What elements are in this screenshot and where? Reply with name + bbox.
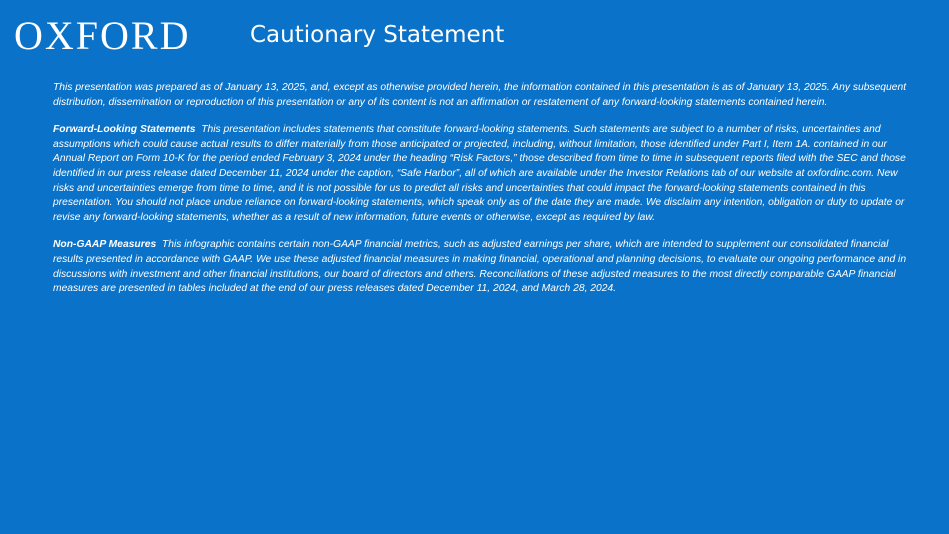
page-title: Cautionary Statement	[250, 22, 505, 48]
non-gaap-paragraph	[53, 238, 909, 296]
forward-looking-heading: Forward-Looking Statements	[53, 124, 196, 136]
oxford-logo: OXFORD	[14, 13, 191, 58]
forward-looking-paragraph	[53, 123, 909, 225]
non-gaap-heading: Non-GAAP Measures	[53, 239, 157, 251]
non-gaap-text: This infographic contains certain non-GAAP financial metrics, such as adjusted earnings per share, which are intended to supplement our consolidated financial results presented in accordance with GAAP. We use these adjusted financial measures in making financial, operational and planning decisions, to evaluate our ongoing performance and in discussions with investment and other financial institutions, our board of directors and others. Reconciliations of these adjusted measures to the most directly comparable GAAP financial measures are presented in tables included at the end of our press releases dated December 11, 2024, and March 28, 2024.	[53, 239, 907, 295]
intro-text: This presentation was prepared as of January 13, 2025, and, except as otherwise provided herein, the information contained in this presentation is as of January 13, 2025. Any subsequent distribution, dissemination or reproduction of this presentation or any of its content is not an affirmation or restatement of any forward-looking statements contained herein.	[53, 82, 907, 108]
cautionary-statement-body	[53, 81, 909, 310]
forward-looking-text: This presentation includes statements that constitute forward-looking statements. Such statements are subject to a number of risks, uncertainties and assumptions which could cause actual results to differ materially from those anticipated or projected, including, without limitation, those identified under Part I, Item 1A. contained in our Annual Report on Form 10-K for the period ended February 3, 2024 under the heading “Risk Factors,” those described from time to time in subsequent reports filed with the SEC and those identified in our press release dated December 11, 2024 under the caption, “Safe Harbor”, all of which are available under the Investor Relations tab of our website at oxfordinc.com. New risks and uncertainties emerge from time to time, and it is not possible for us to predict all risks and uncertainties that could impact the forward-looking statements contained in this presentation. You should not place undue reliance on forward-looking statements, which speak only as of the date they are made. We disclaim any intention, obligation or duty to update or revise any forward-looking statements, whether as a result of new information, future events or otherwise, except as required by law.	[53, 124, 906, 223]
intro-paragraph	[53, 81, 909, 110]
